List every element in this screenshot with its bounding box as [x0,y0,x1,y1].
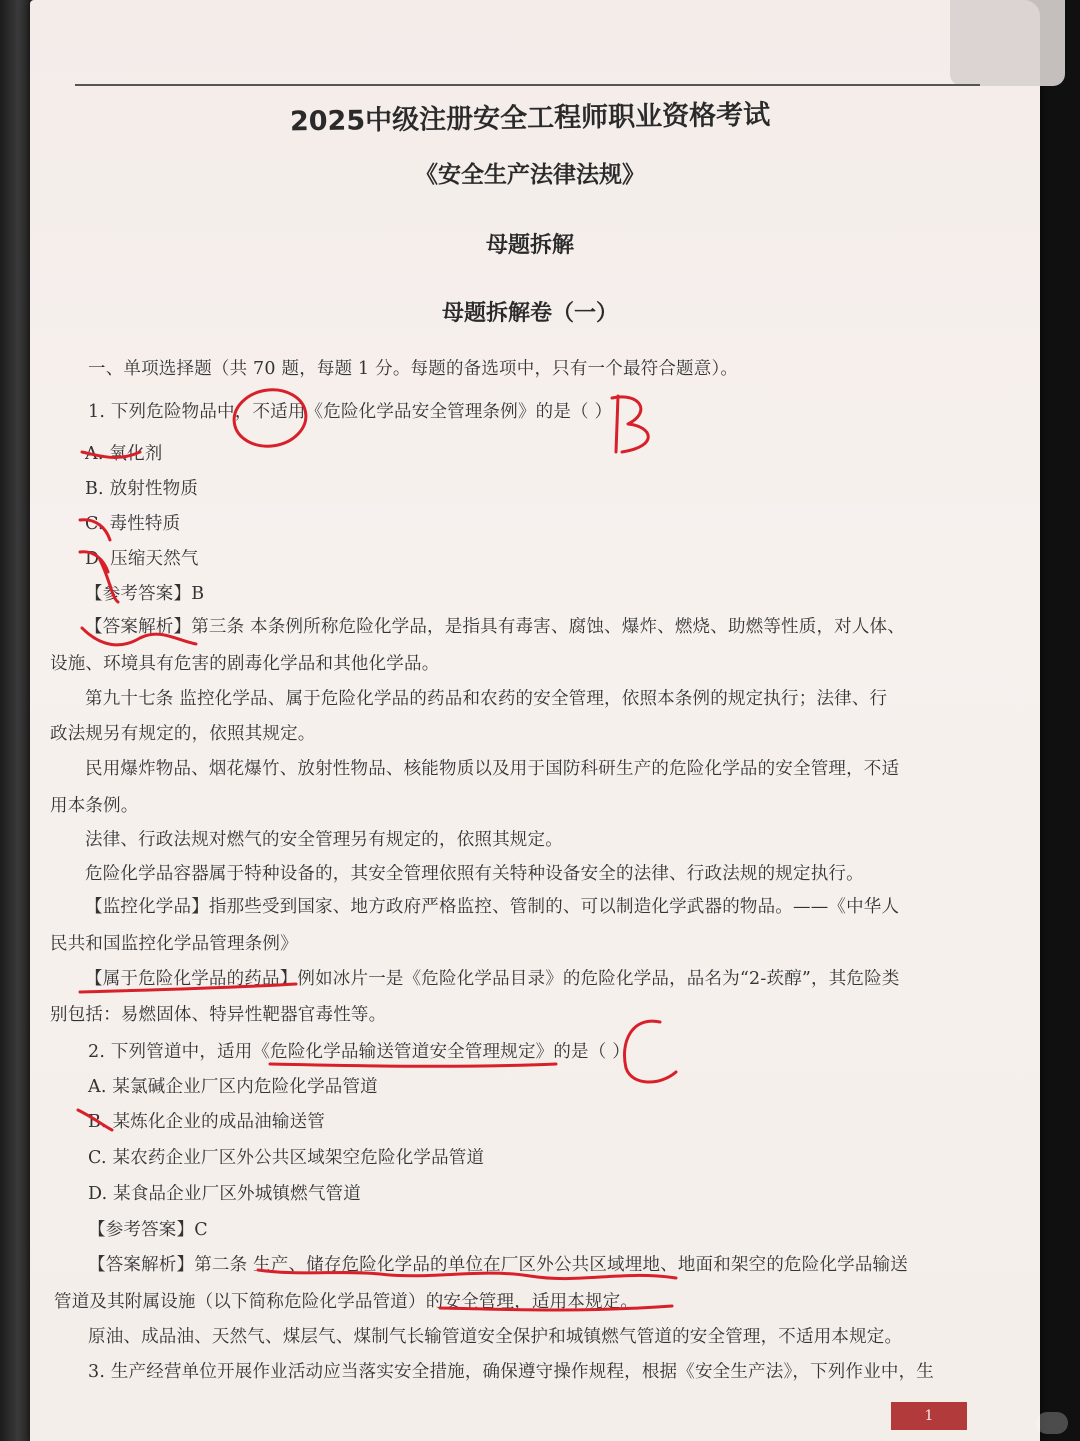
q1-option-a: A. 氧化剂 [85,444,163,464]
q2-analysis-line-2: 管道及其附属设施（以下简称危险化学品管道）的安全管理，适用本规定。 [54,1292,639,1312]
q1-analysis-line-9: 【监控化学品】指那些受到国家、地方政府严格监控、管制的、可以制造化学武器的物品。——《中华人 [85,897,900,917]
q1-option-c: C. 毒性特质 [85,514,181,534]
q1-analysis-line-7: 法律、行政法规对燃气的安全管理另有规定的，依照其规定。 [85,830,563,850]
q1-analysis-line-4: 政法规另有规定的，依照其规定。 [50,724,316,744]
q2-option-d: D. 某食品企业厂区外城镇燃气管道 [88,1184,361,1204]
q1-analysis-line-2: 设施、环境具有危害的剧毒化学品和其他化学品。 [50,654,440,674]
q2-option-b: B. 某炼化企业的成品油输送管 [88,1112,325,1132]
q2-answer: 【参考答案】C [88,1220,208,1240]
q1-analysis-line-11: 【属于危险化学品的药品】例如冰片一是《危险化学品目录》的危险化学品，品名为“2-莰醇”，其危险类 [85,969,900,989]
section-title: 母题拆解 [485,233,574,258]
q1-option-b: B. 放射性物质 [85,479,199,499]
q2-analysis-line-1: 【答案解析】第二条 生产、储存危险化学品的单位在厂区外公共区域埋地、地面和架空的危险化学品输送 [88,1255,908,1275]
q1-answer: 【参考答案】B [85,584,205,604]
question-1: 1. 下列危险物品中，不适用《危险化学品安全管理条例》的是（ ） [88,402,613,422]
instruction-line: 一、单项选择题（共 70 题，每题 1 分。每题的备选项中，只有一个最符合题意）。 [88,359,739,379]
q1-analysis-line-10: 民共和国监控化学品管理条例》 [50,934,298,954]
status-bar-corner [950,0,1065,86]
q1-analysis-line-1: 【答案解析】第三条 本条例所称危险化学品，是指具有毒害、腐蚀、爆炸、燃烧、助燃等性质，对人体、 [85,617,905,637]
app-watermark [1036,1412,1068,1434]
question-2: 2. 下列管道中，适用《危险化学品输送管道安全管理规定》的是（ ） [88,1042,630,1062]
header-rule [75,84,980,86]
page-number: 1 [891,1402,967,1430]
q1-analysis-line-3: 第九十七条 监控化学品、属于危险化学品的药品和农药的安全管理，依照本条例的规定执行；法律、行 [85,689,888,709]
q2-option-c: C. 某农药企业厂区外公共区域架空危险化学品管道 [88,1148,485,1168]
q1-analysis-line-8: 危险化学品容器属于特种设备的，其安全管理依照有关特种设备安全的法律、行政法规的规定执行。 [85,864,864,884]
subject-title: 《安全生产法律法规》 [415,162,645,188]
question-3: 3. 生产经营单位开展作业活动应当落实安全措施，确保遵守操作规程，根据《安全生产法》，下列作业中，生 [88,1362,935,1382]
q2-option-a: A. 某氯碱企业厂区内危险化学品管道 [88,1077,378,1097]
q2-analysis-line-3: 原油、成品油、天然气、煤层气、煤制气长输管道安全保护和城镇燃气管道的安全管理，不适用本规定。 [88,1327,903,1347]
q1-analysis-line-12: 别包括：易燃固体、特异性靶器官毒性等。 [50,1005,387,1025]
paper-title: 母题拆解卷（一） [441,301,618,326]
document-page [30,0,1040,1441]
q1-analysis-line-6: 用本条例。 [50,796,139,816]
q1-analysis-line-5: 民用爆炸物品、烟花爆竹、放射性物品、核能物质以及用于国防科研生产的危险化学品的安全管理，不适 [85,759,900,779]
q1-option-d: D. 压缩天然气 [85,549,199,569]
document-title: 2025中级注册安全工程师职业资格考试 [289,99,771,138]
